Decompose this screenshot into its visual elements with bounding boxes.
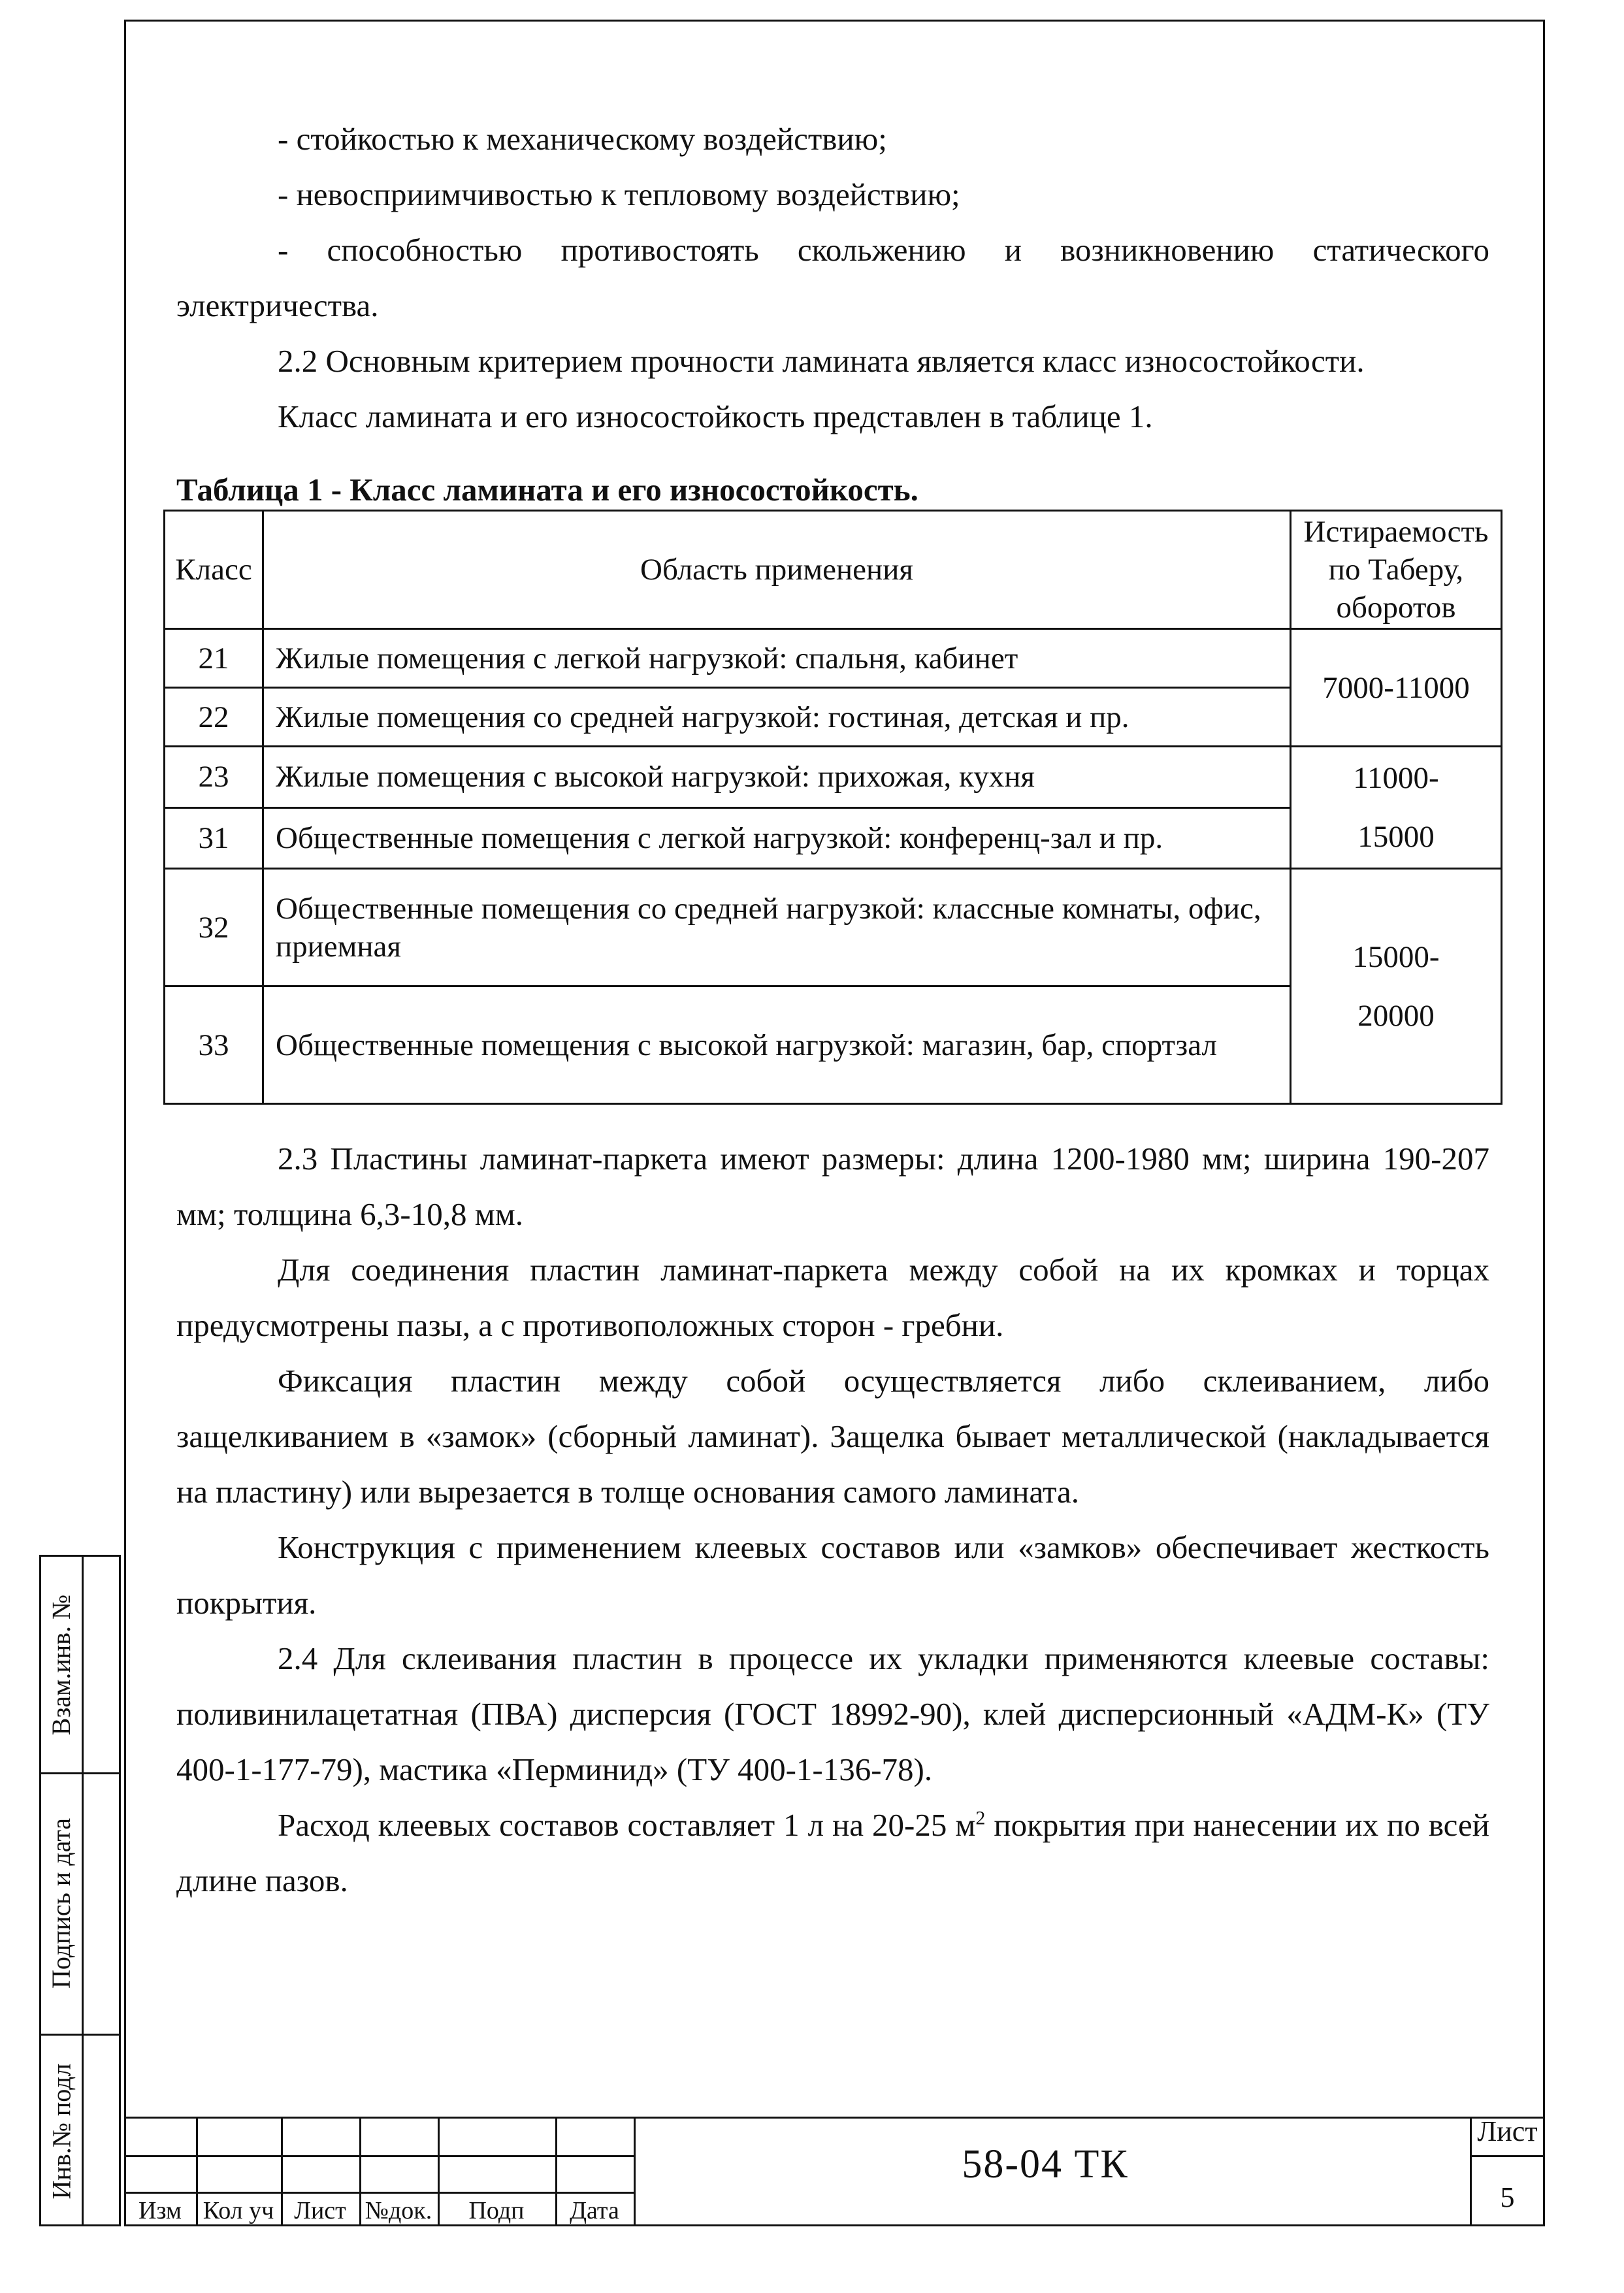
title-col-label: Изм bbox=[138, 2197, 182, 2224]
document-code: 58-04 ТК bbox=[962, 2142, 1129, 2187]
header-class: Класс bbox=[165, 511, 263, 629]
paragraph: - способностью противостоять скольжению и возникновению статического электричества. bbox=[176, 232, 1489, 323]
title-col-label: Лист bbox=[294, 2197, 346, 2224]
paragraph: 2.4 Для склеивания пластин в процессе их укладки применяются клеевые составы: поливинилацетатная (ПВА) дисперсия (ГОСТ 18992-90), клей дисперсионный «АДМ-К» (ТУ 400-1-177-79), мастика «Перминид» (ТУ 400-1-136-78). bbox=[176, 1640, 1489, 1787]
table-row bbox=[165, 747, 1502, 808]
sheet-label: Лист bbox=[1477, 2115, 1538, 2147]
strip-cell bbox=[42, 1772, 80, 2034]
laminate-class-table bbox=[163, 510, 1502, 1105]
table-row bbox=[165, 869, 1502, 986]
paragraph-text: покрытия при нанесении их по всей длине пазов. bbox=[176, 1807, 1489, 1898]
title-grid-line bbox=[124, 2155, 634, 2157]
header-area: Область применения bbox=[263, 511, 1291, 629]
wear-value: 15000- bbox=[1352, 939, 1440, 974]
title-col-label: Кол уч bbox=[203, 2197, 274, 2224]
cell-area: Общественные помещения с легкой нагрузкой: конференц-зал и пр. bbox=[263, 807, 1291, 869]
paragraph-text: Расход клеевых составов составляет 1 л на 20-25 м bbox=[278, 1807, 976, 1843]
header-wear: Истираемость по Таберу, оборотов bbox=[1291, 511, 1502, 629]
title-grid-line bbox=[124, 2192, 634, 2194]
cell-class: 21 bbox=[165, 629, 263, 688]
cell-class: 33 bbox=[165, 986, 263, 1104]
strip-divider bbox=[82, 1557, 84, 2224]
paragraph: 2.3 Пластины ламинат-паркета имеют размеры: длина 1200-1980 мм; ширина 190-207 мм; толщина 6,3-10,8 мм. bbox=[176, 1141, 1489, 1232]
paragraph: Для соединения пластин ламинат-паркета между собой на их кромках и торцах предусмотрены пазы, а с противоположных сторон - гребни. bbox=[176, 1252, 1489, 1343]
paragraph bbox=[176, 1797, 1489, 1908]
cell-area: Жилые помещения с высокой нагрузкой: прихожая, кухня bbox=[263, 747, 1291, 808]
wear-value: 15000 bbox=[1357, 820, 1435, 854]
strip-label: Подпись и дата bbox=[46, 1817, 76, 1989]
cell-class: 22 bbox=[165, 688, 263, 747]
title-col-label: №док. bbox=[365, 2197, 432, 2224]
title-col-label: Подп bbox=[468, 2197, 525, 2224]
cell-class: 23 bbox=[165, 747, 263, 808]
paragraph: Конструкция с применением клеевых составов или «замков» обеспечивает жесткость покрытия. bbox=[176, 1529, 1489, 1621]
cell-area: Жилые помещения с легкой нагрузкой: спальня, кабинет bbox=[263, 629, 1291, 688]
cell-wear bbox=[1291, 629, 1502, 747]
paragraph: Класс ламината и его износостойкость представлен в таблице 1. bbox=[278, 398, 1153, 434]
table-header-row bbox=[165, 511, 1502, 629]
document-body bbox=[176, 111, 1489, 1908]
strip-label: Инв.№ подл bbox=[46, 2063, 76, 2199]
title-grid-line bbox=[1470, 2155, 1545, 2157]
cell-class: 31 bbox=[165, 807, 263, 869]
title-block bbox=[124, 2117, 1545, 2226]
cell-class: 32 bbox=[165, 869, 263, 986]
cell-area: Общественные помещения с высокой нагрузкой: магазин, бар, спортзал bbox=[263, 986, 1291, 1104]
paragraph: - невосприимчивостью к тепловому воздействию; bbox=[278, 176, 960, 212]
strip-label: Взам.инв. № bbox=[46, 1594, 76, 1735]
table-caption: Таблица 1 - Класс ламината и его износостойкость. bbox=[176, 472, 918, 508]
superscript: 2 bbox=[975, 1807, 986, 1829]
table-row bbox=[165, 629, 1502, 688]
cell-wear bbox=[1291, 747, 1502, 869]
strip-cell bbox=[42, 2034, 80, 2228]
wear-value: 20000 bbox=[1357, 998, 1435, 1033]
title-col-label: Дата bbox=[570, 2197, 619, 2224]
paragraph: Фиксация пластин между собой осуществляется либо склеиванием, либо защелкиванием в «замок» (сборный ламинат). Защелка бывает металлической (накладывается на пластину) или вырезается в толще основания самого ламината. bbox=[176, 1363, 1489, 1510]
paragraph: 2.2 Основным критерием прочности ламината является класс износостойкости. bbox=[278, 343, 1365, 379]
paragraph: - стойкостью к механическому воздействию; bbox=[278, 121, 887, 157]
strip-cell bbox=[42, 1557, 80, 1772]
wear-value: 7000-11000 bbox=[1322, 670, 1470, 705]
cell-wear bbox=[1291, 869, 1502, 1104]
cell-area: Жилые помещения со средней нагрузкой: гостиная, детская и пр. bbox=[263, 688, 1291, 747]
wear-value: 11000- bbox=[1353, 761, 1439, 795]
sheet-number: 5 bbox=[1500, 2181, 1515, 2213]
binding-strip bbox=[39, 1555, 121, 2226]
cell-area: Общественные помещения со средней нагрузкой: классные комнаты, офис, приемная bbox=[263, 869, 1291, 986]
